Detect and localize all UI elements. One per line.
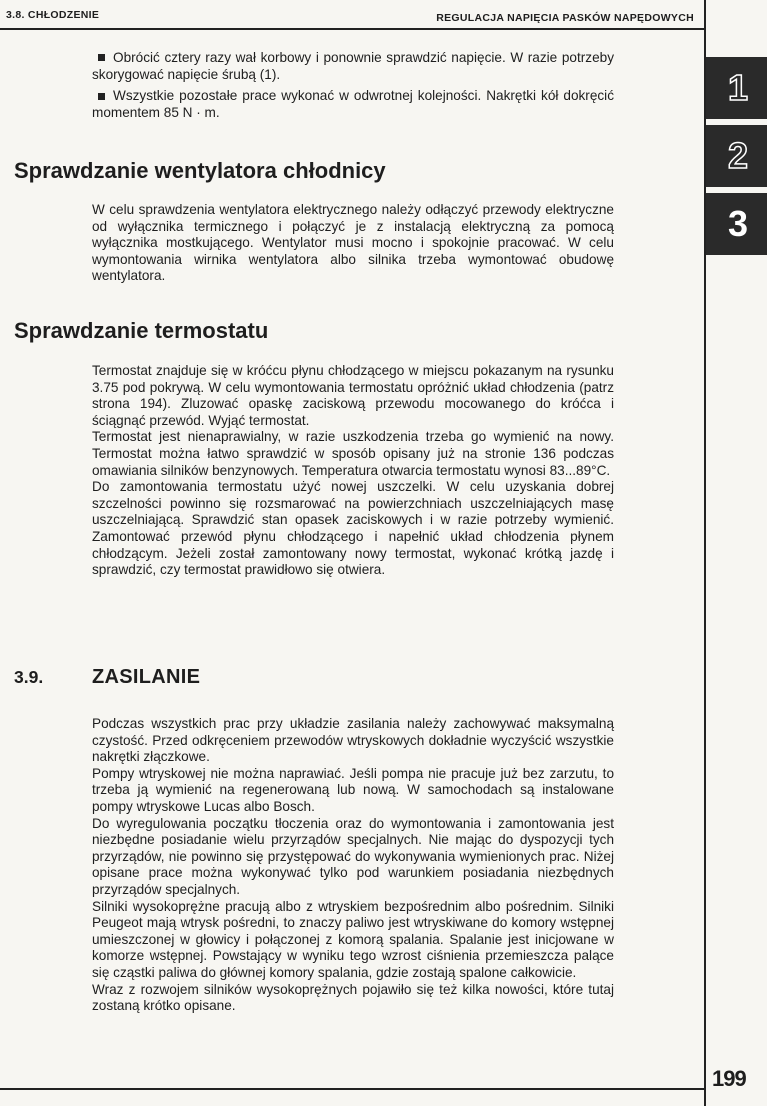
chapter-tab-2: [706, 125, 767, 187]
bullet-item: [92, 50, 614, 83]
chapter-number: 3.9.: [14, 667, 44, 687]
paragraph: Termostat znajduje się w króćcu płynu chłodzącego w miejscu pokazanym na rysunku 3.75 pod pokrywą. W celu wymontowania termostatu opróżnić układ chłodzenia (patrz strona 194). Zluzować opaskę zaciskową przewodu mocowanego do króćca i ściągnąć przewód. Wyjąć termostat.: [92, 363, 614, 428]
bullet-list: [92, 50, 614, 121]
header-topic-label: REGULACJA NAPIĘCIA PASKÓW NAPĘDOWYCH: [436, 12, 694, 24]
running-header: [0, 0, 704, 30]
chapter-tab-3-label: 3: [728, 203, 749, 244]
square-bullet-icon: [98, 93, 105, 100]
section-thermostat-text: [92, 363, 614, 579]
paragraph: Wraz z rozwojem silników wysokoprężnych pojawiło się też kilka nowości, które tutaj zostaną krótko opisane.: [92, 981, 614, 1014]
chapter-text: [92, 716, 614, 1015]
chapter-tab-2-label: 2: [728, 135, 749, 176]
paragraph: Silniki wysokoprężne pracują albo z wtryskiem bezpośrednim albo pośrednim. Silniki Peugeot mają wtrysk pośredni, to znaczy paliwo jest wtryskiwane do komory wstępnej umieszczonej w głowicy i połączonej z komorą spalania. Spalanie jest inicjowane w komorze wstępnej. Powstający w wyniku tego wzrost ciśnienia przemieszcza palące się cząstki paliwa do głównej komory spalania, gdzie zostają spalone całkowicie.: [92, 898, 614, 980]
chapter-tab-1-label: 1: [728, 67, 749, 108]
chapter-tab-1: [706, 57, 767, 119]
paragraph: W celu sprawdzenia wentylatora elektrycznego należy odłączyć przewody elektryczne od wyłącznika termicznego i połączyć je z instalacją elektryczną za pomocą wyłącznika mostkującego. Wentylator musi mocno i spokojnie pracować. W celu wymontowania wirnika wentylatora albo silnika trzeba wymontować obudowę wentylatora.: [92, 202, 614, 284]
bullet-text: Obrócić cztery razy wał korbowy i ponownie sprawdzić napięcie. W razie potrzeby skorygować napięcie śrubą (1).: [92, 50, 614, 82]
paragraph: Do wyregulowania początku tłoczenia oraz do wymontowania i zamontowania jest niezbędne posiadanie wielu przyrządów specjalnych. Nie mając do dyspozycji tych przyrządów, nie powinno się przystępować do wykonywania wymienionych prac. Niżej opisane prace można wykonywać tylko pod warunkiem posiadania niezbędnych przyrządów specjalnych.: [92, 815, 614, 897]
section-title-thermostat: Sprawdzanie termostatu: [14, 318, 269, 343]
paragraph: Do zamontowania termostatu użyć nowej uszczelki. W celu uzyskania dobrej szczelności powinno się rozsmarować na powierzchniach uszczelniających masę uszczelniającą. Sprawdzić stan opasek zaciskowych i w razie potrzeby wymienić. Zamontować przewód płynu chłodzącego i napełnić układ chłodzenia płynem chłodzącym. Jeżeli został zamontowany nowy termostat, wykonać krótką jazdę i sprawdzić, czy termostat prawidłowo się otwiera.: [92, 479, 614, 578]
paragraph: Pompy wtryskowej nie można naprawiać. Jeśli pompa nie pracuje już bez zarzutu, to trzeba ją wymienić na regenerowaną lub nową. W samochodach są instalowane pompy wtryskowe Lucas albo Bosch.: [92, 765, 614, 814]
section-fan-text: [92, 202, 614, 285]
paragraph: Podczas wszystkich prac przy układzie zasilania należy zachowywać maksymalną czystość. Przed odkręceniem przewodów wtryskowych dokładnie wyczyścić wszystkie nakrętki złączkowe.: [92, 716, 614, 765]
footer-rule: [0, 1088, 704, 1090]
page-number: 199: [712, 1066, 746, 1091]
section-title-fan: Sprawdzanie wentylatora chłodnicy: [14, 158, 386, 183]
bullet-item: [92, 88, 614, 121]
chapter-title: ZASILANIE: [92, 666, 201, 688]
bullet-text: Wszystkie pozostałe prace wykonać w odwrotnej kolejności. Nakrętki kół dokręcić momentem 85 N · m.: [92, 88, 614, 120]
square-bullet-icon: [98, 54, 105, 61]
header-section-label: 3.8. CHŁODZENIE: [6, 9, 100, 21]
chapter-tab-3-active: [706, 193, 767, 255]
paragraph: Termostat jest nienaprawialny, w razie uszkodzenia trzeba go wymienić na nowy. Termostat można łatwo sprawdzić w sposób opisany już na stronie 136 podczas omawiania silników benzynowych. Temperatura otwarcia termostatu wynosi 83...89°C.: [92, 429, 614, 478]
